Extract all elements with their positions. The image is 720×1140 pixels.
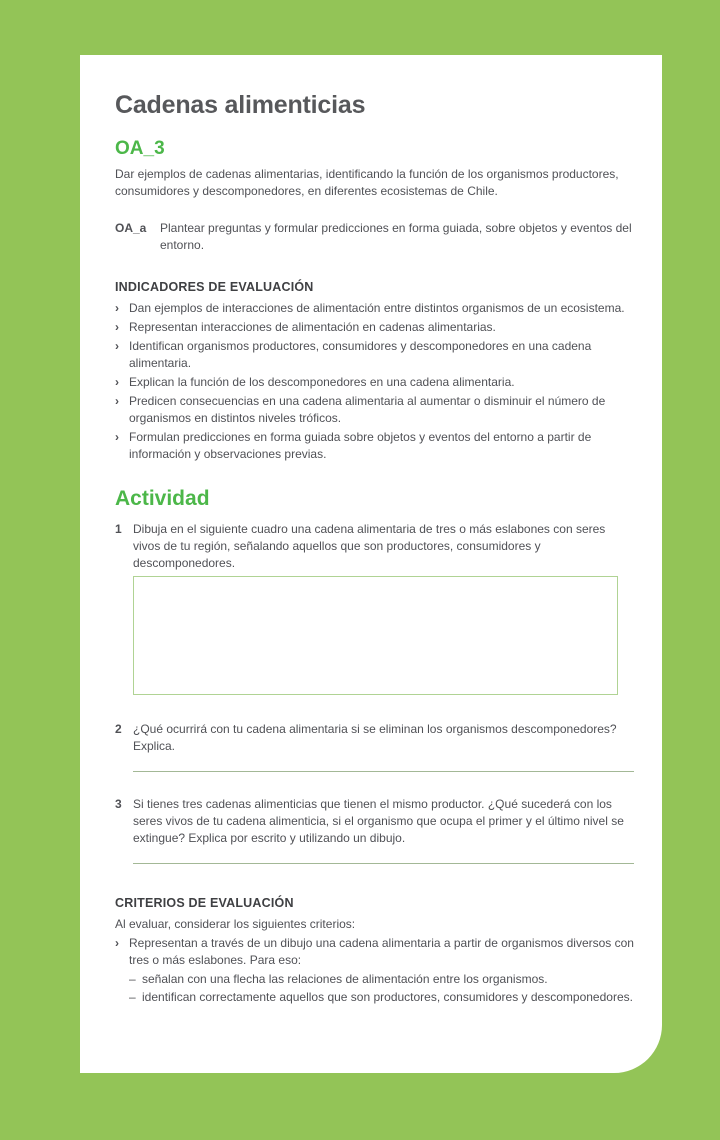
list-item xyxy=(115,338,634,372)
bullet-icon: › xyxy=(115,301,119,315)
drawing-answer-box[interactable] xyxy=(133,576,618,695)
list-item xyxy=(115,393,634,427)
list-item xyxy=(115,429,634,463)
list-item xyxy=(129,989,634,1006)
list-item xyxy=(115,935,634,1006)
question-text: Si tienes tres cadenas alimenticias que tienen el mismo productor. ¿Qué sucederá con los seres vivos de tu cadena alimenticia, si el organismo que ocupa el primer y el último nivel se extingue? Explica por escrito y utilizando un dibujo. xyxy=(133,797,624,845)
indicator-text: Explican la función de los descomponedores en una cadena alimentaria. xyxy=(129,375,515,389)
criterio-sub-text: identifican correctamente aquellos que son productores, consumidores y descomponedores. xyxy=(142,990,633,1004)
bullet-icon: › xyxy=(115,320,119,334)
question-text: Dibuja en el siguiente cuadro una cadena alimentaria de tres o más eslabones con seres vivos de tu región, señalando aquellos que son productores, consumidores y descomponedores. xyxy=(133,522,606,570)
list-item xyxy=(115,374,634,391)
list-item xyxy=(115,319,634,336)
bullet-icon: › xyxy=(115,430,119,444)
question-number: 1 xyxy=(115,522,122,536)
indicator-text: Dan ejemplos de interacciones de alimentación entre distintos organismos de un ecosistema. xyxy=(129,301,625,315)
question-1 xyxy=(115,521,634,572)
answer-line[interactable] xyxy=(133,771,634,772)
oa3-heading: OA_3 xyxy=(115,138,165,159)
criterios-heading: CRITERIOS DE EVALUACIÓN xyxy=(115,896,294,910)
bullet-icon: › xyxy=(115,394,119,408)
criterio-sub-text: señalan con una flecha las relaciones de alimentación entre los organismos. xyxy=(142,972,548,986)
page-title: Cadenas alimenticias xyxy=(115,91,366,119)
indicadores-list xyxy=(115,300,634,463)
actividad-heading: Actividad xyxy=(115,487,210,510)
indicator-text: Predicen consecuencias en una cadena alimentaria al aumentar o disminuir el número de organismos en distintos niveles tróficos. xyxy=(129,394,606,425)
question-number: 3 xyxy=(115,797,122,811)
criterio-text: Representan a través de un dibujo una cadena alimentaria a partir de organismos diversos con tres o más eslabones. Para eso: xyxy=(129,936,634,967)
list-item xyxy=(115,300,634,317)
oa-a-label: OA_a xyxy=(115,221,147,235)
question-number: 2 xyxy=(115,722,122,736)
oa-a-text: Plantear preguntas y formular predicciones en forma guiada, sobre objetos y eventos del entorno. xyxy=(160,221,632,252)
indicator-text: Representan interacciones de alimentación en cadenas alimentarias. xyxy=(129,320,496,334)
bullet-icon: › xyxy=(115,936,119,950)
indicadores-heading: INDICADORES DE EVALUACIÓN xyxy=(115,280,314,294)
dash-icon: – xyxy=(129,972,136,986)
criterios-sublist xyxy=(129,971,634,1006)
worksheet-card xyxy=(80,55,662,1073)
oa3-description: Dar ejemplos de cadenas alimentarias, identificando la función de los organismos productores, consumidores y descomponedores, en diferentes ecosistemas de Chile. xyxy=(115,167,619,198)
list-item xyxy=(129,971,634,988)
bullet-icon: › xyxy=(115,375,119,389)
question-text: ¿Qué ocurrirá con tu cadena alimentaria si se eliminan los organismos descomponedores? Explica. xyxy=(133,722,617,753)
dash-icon: – xyxy=(129,990,136,1004)
criterios-list xyxy=(115,935,634,1006)
answer-line[interactable] xyxy=(133,863,634,864)
indicator-text: Identifican organismos productores, consumidores y descomponedores en una cadena alimentaria. xyxy=(129,339,592,370)
indicator-text: Formulan predicciones en forma guiada sobre objetos y eventos del entorno a partir de información y observaciones previas. xyxy=(129,430,592,461)
bullet-icon: › xyxy=(115,339,119,353)
question-3 xyxy=(115,796,634,847)
oa-a-row xyxy=(115,220,634,254)
criterios-intro: Al evaluar, considerar los siguientes criterios: xyxy=(115,917,356,931)
question-2 xyxy=(115,721,634,755)
